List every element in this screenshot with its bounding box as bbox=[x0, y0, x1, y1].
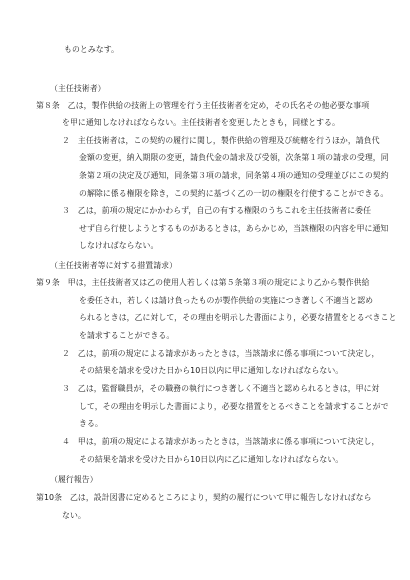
text-line: ものとみなす。 bbox=[64, 45, 119, 54]
article-9-line: きる。 bbox=[79, 419, 103, 428]
article-9-line: その結果を請求を受けた日から10日以内に乙に通知しなければならない。 bbox=[79, 455, 344, 464]
article-9-line: られるときは，乙に対して，その理由を明示した書面により，必要な措置をとるべきこと bbox=[79, 313, 397, 322]
article-8-line: しなければならない。 bbox=[79, 241, 159, 250]
article-9-line: ２ 乙は，前項の規定による請求があったときは，当該請求に係る事項について決定し， bbox=[62, 349, 380, 358]
article-8-line: せず自ら行使しようとするものがあるときは，あらかじめ，当該権限の内容を甲に通知 bbox=[79, 224, 389, 233]
article-10-line: ない。 bbox=[62, 511, 86, 520]
article-9-line: 第９条 甲は，主任技術者又は乙の使用人若しくは第５条第３項の規定により乙から製作供給 bbox=[36, 278, 370, 287]
article-8-line: ３ 乙は，前項の規定にかかわらず，自己の有する権限のうちこれを主任技術者に委任 bbox=[62, 206, 372, 215]
article-9-line: ３ 乙は，監督職員が，その職務の執行につき著しく不適当と認められるときは，甲に対 bbox=[62, 384, 380, 393]
section-heading-8: （主任技術者） bbox=[50, 84, 106, 93]
article-10-line: 第10条 乙は，設計図書に定めるところにより，契約の履行について甲に報告しなければなら bbox=[36, 493, 372, 502]
section-heading-9: （主任技術者等に対する措置請求） bbox=[50, 261, 178, 270]
article-9-line: して，その理由を明示した書面により，必要な措置をとるべきことを請求することがで bbox=[79, 402, 389, 411]
article-8-line: ２ 主任技術者は，この契約の履行に関し，製作供給の管理及び統轄を行うほか，請負代 bbox=[62, 136, 380, 145]
article-8-line: 条第２項の決定及び通知，同条第３項の請求，同条第４項の通知の受理並びにこの契約 bbox=[79, 171, 389, 180]
article-8-line: の解除に係る権限を除き，この契約に基づく乙の一切の権限を行使することができる。 bbox=[79, 189, 389, 198]
article-8-line: を甲に通知しなければならない。主任技術者を変更したときも，同様とする。 bbox=[62, 118, 340, 127]
article-8-line: 金額の変更，納入期限の変更，請負代金の請求及び受領，次条第１項の請求の受理，同 bbox=[79, 153, 389, 162]
article-9-line: ４ 甲は，前項の規定による請求があったときは，当該請求に係る事項について決定し， bbox=[62, 437, 380, 446]
article-9-line: を委任され，若しくは請け負ったものが製作供給の実施につき著しく不適当と認め bbox=[79, 296, 374, 305]
article-8-line: 第８条 乙は，製作供給の技術上の管理を行う主任技術者を定め，その氏名その他必要な事項 bbox=[36, 101, 370, 110]
article-9-line: その結果を請求を受けた日から10日以内に甲に通知しなければならない。 bbox=[79, 366, 344, 375]
article-9-line: を請求することができる。 bbox=[79, 331, 175, 340]
section-heading-10: （履行報告） bbox=[50, 475, 98, 484]
